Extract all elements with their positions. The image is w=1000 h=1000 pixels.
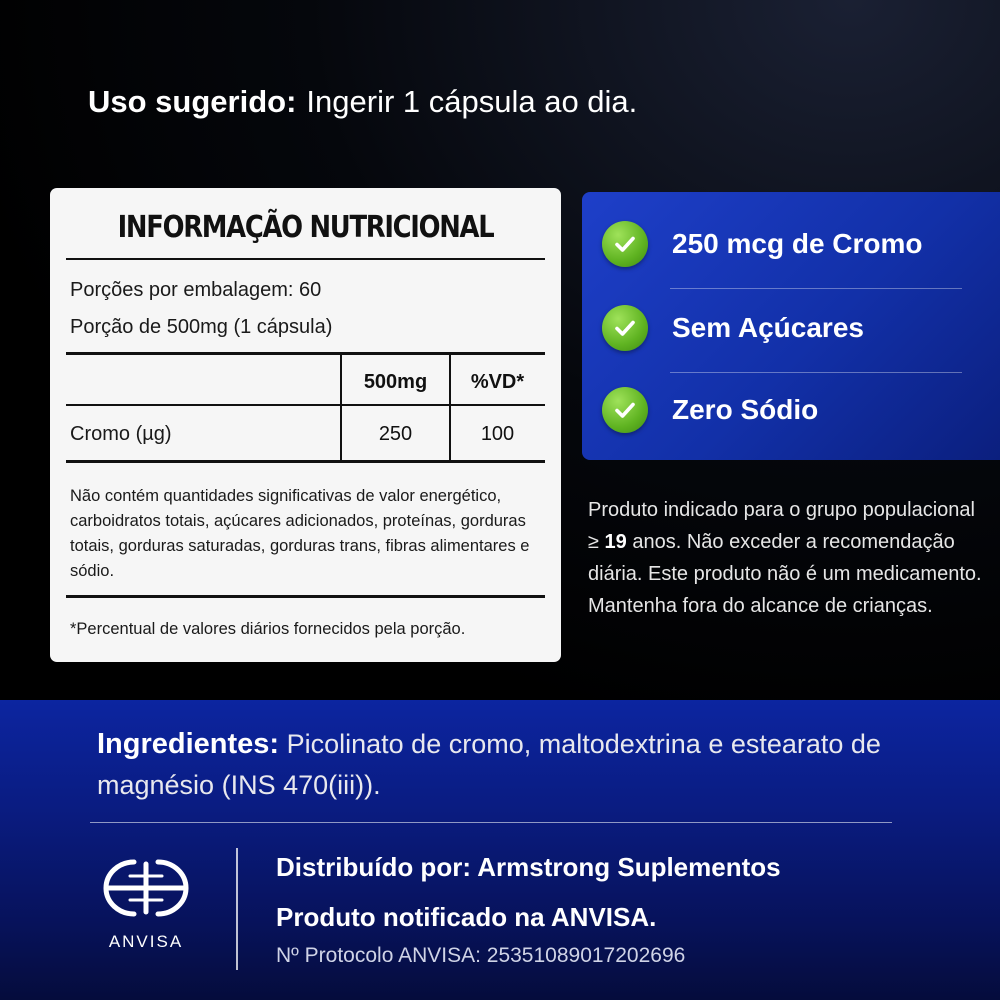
ingredients-label: Ingredientes: [97,728,280,760]
warning-age: 19 [604,531,627,553]
feature-item [602,298,864,358]
anvisa-logo-label: ANVISA [108,932,184,951]
servings-per-package: Porções por embalagem: 60 [70,279,322,301]
nutrition-title: INFORMAÇÃO NUTRICIONAL [117,210,494,245]
check-circle-icon [602,221,648,267]
suggested-use-label: Uso sugerido: [88,84,297,119]
nutrient-amount: 250 [378,423,413,445]
column-header-dv: %VD* [470,371,525,393]
feature-divider [670,372,962,373]
divider [66,352,545,355]
column-header-amount: 500mg [363,371,428,393]
divider [66,595,545,598]
anvisa-protocol: Nº Protocolo ANVISA: 25351089017202696 [276,944,686,967]
divider [66,460,545,463]
feature-label: 250 mcg de Cromo [672,228,923,259]
usage-warning [588,494,988,622]
feature-item [602,380,818,440]
nutrient-dv: 100 [480,423,515,445]
feature-label: Sem Açúcares [672,312,864,343]
nutrition-disclaimer: Não contém quantidades significativas de valor energético, carboidratos totais, açúcares adicionados, proteínas, gorduras totais, gorduras saturadas, gorduras trans, fibras alimentares e sódio. [70,487,530,580]
ingredients [97,724,917,806]
suggested-use [88,84,637,120]
feature-label: Zero Sódio [672,394,819,425]
feature-divider [670,288,962,289]
vertical-divider [236,848,238,970]
warning-text: anos. Não exceder a recomendação diária. Este produto não é um medicamento. Mantenha fora do alcance de crianças. [588,531,982,617]
anvisa-logo-icon [94,856,198,920]
divider [90,822,892,823]
divider [66,404,545,406]
feature-item [602,214,923,274]
check-circle-icon [602,387,648,433]
anvisa-notified: Produto notificado na ANVISA. [276,902,657,932]
nutrition-facts-card [50,188,561,662]
warning-text: Produto indicado para o grupo populacional ≥ [588,499,975,553]
divider [66,258,545,260]
ingredients-text: Picolinato de cromo, maltodextrina e estearato de magnésio (INS 470(iii)). [97,729,881,800]
nutrient-name: Cromo (µg) [70,423,172,445]
distributor: Distribuído por: Armstrong Suplementos [276,852,781,882]
nutrition-footnote: *Percentual de valores diários fornecidos pela porção. [70,620,466,638]
serving-size: Porção de 500mg (1 cápsula) [70,316,333,338]
suggested-use-text: Ingerir 1 cápsula ao dia. [306,84,638,119]
check-circle-icon [602,305,648,351]
features-card [582,192,1000,460]
